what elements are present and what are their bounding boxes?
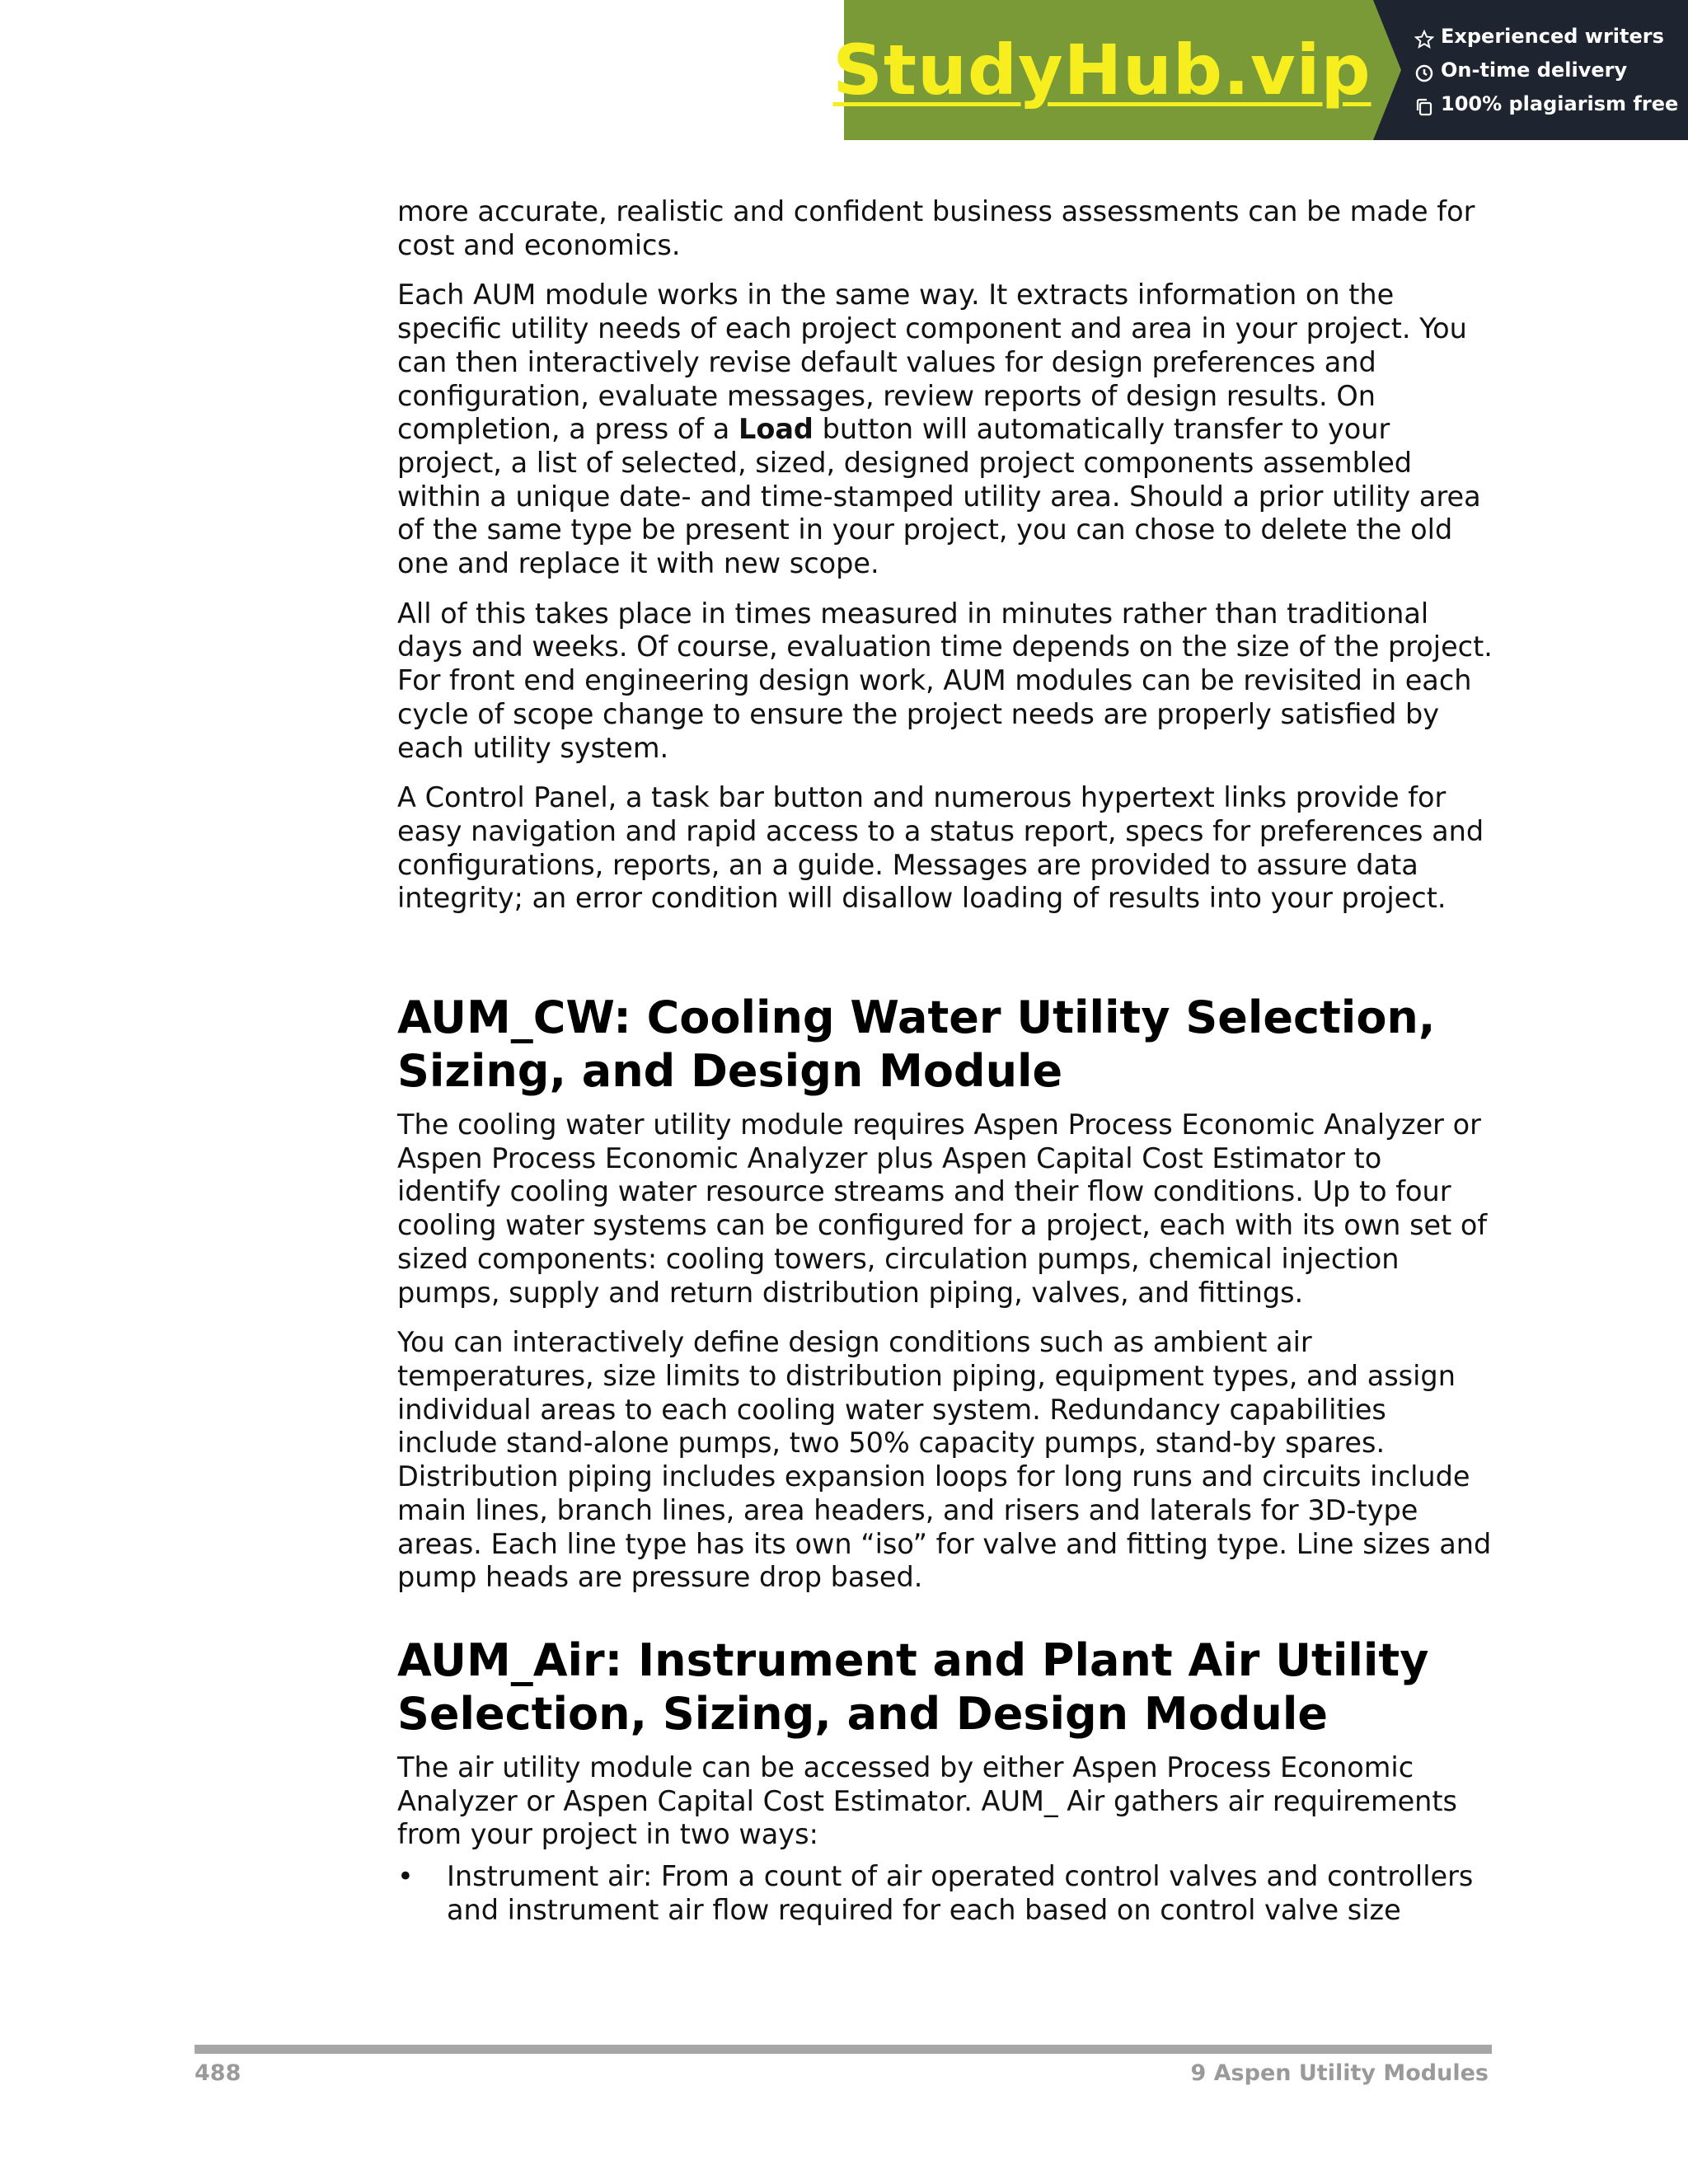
feature-label: On-time delivery — [1441, 58, 1628, 82]
bullet-marker: • — [397, 1860, 414, 1893]
feature-list — [1373, 0, 1688, 140]
paragraph: All of this takes place in times measured in minutes rather than traditional days and weeks. Of course, evaluation time depends on the size of the project. For front end engineering design work, AUM modules can be revisited in each cycle of scope change to ensure the project needs are properly satisfied by each utility system. — [397, 597, 1493, 764]
feature-item — [1414, 20, 1688, 54]
feature-item — [1414, 54, 1688, 87]
footer-divider — [195, 2045, 1492, 2054]
paragraph: more accurate, realistic and confident business assessments can be made for cost and economics. — [397, 195, 1475, 261]
promo-banner[interactable] — [832, 0, 1688, 140]
paragraph — [397, 279, 1493, 580]
load-keyword: Load — [738, 413, 814, 446]
chapter-title: 9 Aspen Utility Modules — [1190, 2060, 1489, 2086]
page-content — [397, 195, 1493, 1927]
paragraph: You can interactively define design conditions such as ambient air temperatures, size limits to distribution piping, equipment types, and assign individual areas to each cooling water system. Redundancy capabilities include stand-alone pumps, two 50% capacity pumps, stand-by spares. Distribution piping includes expansion loops for long runs and circuits include main lines, branch lines, area headers, and risers and laterals for 3D-type areas. Each line type has its own “iso” for valve and fitting type. Line sizes and pump heads are pressure drop based. — [397, 1326, 1492, 1594]
feature-label: 100% plagiarism free — [1441, 91, 1679, 115]
section-heading: AUM_CW: Cooling Water Utility Selection, Sizing, and Design Module — [397, 991, 1436, 1098]
star-icon — [1414, 26, 1434, 46]
banner-arrow — [1373, 0, 1401, 140]
copy-icon — [1414, 94, 1434, 114]
page-number: 488 — [195, 2060, 241, 2086]
paragraph: The cooling water utility module requires Aspen Process Economic Analyzer or Aspen Process Economic Analyzer plus Aspen Capital Cost Estimator to identify cooling water resource streams and their flow conditions. Up to four cooling water systems can be configured for a project, each with its own set of sized components: cooling towers, circulation pumps, chemical injection pumps, supply and return distribution piping, valves, and fittings. — [397, 1108, 1488, 1309]
bullet-item — [397, 1860, 1493, 1927]
section-heading: AUM_Air: Instrument and Plant Air Utility Selection, Sizing, and Design Module — [397, 1633, 1429, 1740]
brand-logo[interactable]: StudyHub.vip — [832, 30, 1372, 110]
bullet-text: Instrument air: From a count of air operated control valves and controllers and instrument air flow required for each based on control valve size — [447, 1860, 1474, 1926]
paragraph: A Control Panel, a task bar button and numerous hypertext links provide for easy navigation and rapid access to a status report, specs for preferences and configurations, reports, an a guide. Messages are provided to assure data integrity; an error condition will disallow loading of results into your project. — [397, 781, 1484, 915]
paragraph-text: button will automatically transfer to your project, a list of selected, sized, designed project components assembled within a unique date- and time-stamped utility area. Should a prior utility area of the same type be present in your project, you can chose to delete the old one and replace it with new scope. — [397, 413, 1481, 580]
feature-label: Experienced writers — [1441, 24, 1664, 48]
feature-item — [1414, 87, 1688, 121]
paragraph-text: Each AUM module works in the same way. It extracts information on the specific utility needs of each project component and area in your project. You can then interactively revise default values for design preferences and configuration, evaluate messages, review reports of design results. On completion, a press of a — [397, 279, 1467, 446]
paragraph: The air utility module can be accessed by either Aspen Process Economic Analyzer or Aspen Capital Cost Estimator. AUM_ Air gathers air requirements from your project in two ways: — [397, 1750, 1458, 1851]
clock-icon — [1414, 60, 1434, 80]
brand-panel — [832, 0, 1373, 140]
